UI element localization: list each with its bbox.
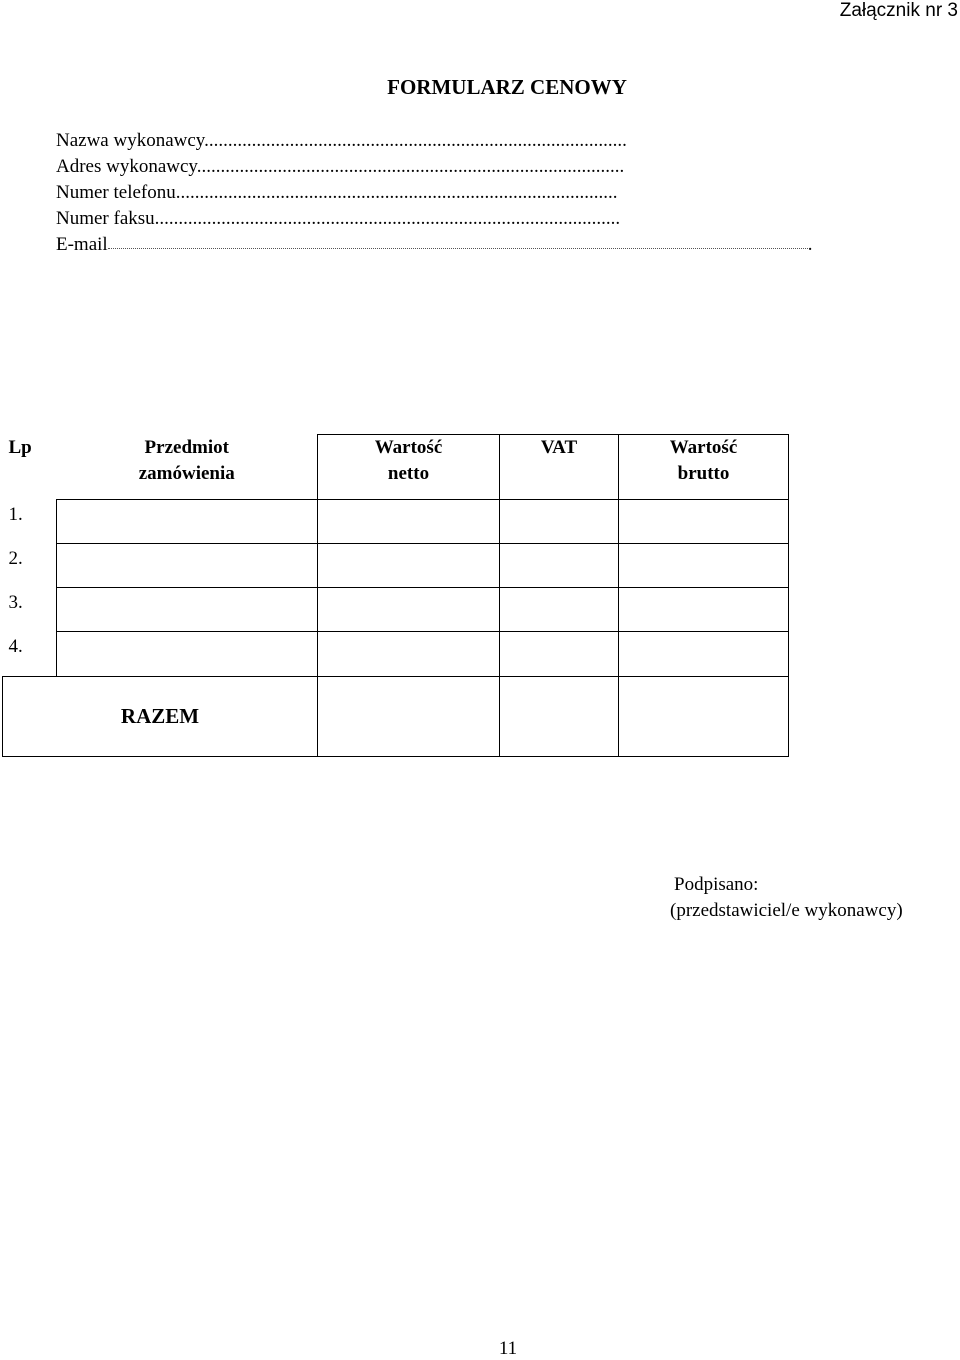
table-row xyxy=(3,588,789,632)
header-vat: VAT xyxy=(500,435,619,500)
row-net-cell[interactable] xyxy=(318,632,500,677)
contractor-address-field[interactable]: Adres wykonawcy.......................................................................................... xyxy=(56,156,625,177)
row-vat-cell[interactable] xyxy=(500,500,619,544)
fax-number-field[interactable]: Numer faksu.................................................................................................. xyxy=(56,208,621,229)
row-item-cell[interactable] xyxy=(57,500,318,544)
row-item-cell[interactable] xyxy=(57,544,318,588)
total-gross-cell[interactable] xyxy=(619,676,789,756)
row-gross-cell[interactable] xyxy=(619,544,789,588)
table-total-row xyxy=(3,676,789,756)
email-line-end: . xyxy=(807,234,813,255)
row-item-cell[interactable] xyxy=(57,588,318,632)
row-net-cell[interactable] xyxy=(318,588,500,632)
signature-role: (przedstawiciel/e wykonawcy) xyxy=(670,900,903,921)
row-number: 2. xyxy=(8,547,23,569)
row-number: 4. xyxy=(8,635,23,657)
header-gross-line2: brutto xyxy=(677,463,730,484)
header-net-line1: Wartość xyxy=(374,437,443,458)
row-gross-cell[interactable] xyxy=(619,632,789,677)
form-title: FORMULARZ CENOWY xyxy=(387,75,627,99)
row-gross-cell[interactable] xyxy=(619,500,789,544)
row-vat-cell[interactable] xyxy=(500,632,619,677)
row-net-cell[interactable] xyxy=(318,544,500,588)
email-label: E-mail xyxy=(56,234,108,255)
table-row xyxy=(3,500,789,544)
header-item-line1: Przedmiot xyxy=(144,436,229,458)
table-header-row xyxy=(3,435,789,500)
row-vat-cell[interactable] xyxy=(500,588,619,632)
total-label: RAZEM xyxy=(3,676,318,756)
header-item-line2: zamówienia xyxy=(138,462,235,484)
row-number: 3. xyxy=(8,591,23,613)
signature-label: Podpisano: xyxy=(674,874,759,895)
header-net-line2: netto xyxy=(387,463,430,484)
header-net-value xyxy=(318,435,500,500)
page-number: 11 xyxy=(498,1338,518,1359)
header-gross-line1: Wartość xyxy=(669,437,738,458)
email-field[interactable] xyxy=(56,232,812,258)
attachment-label: Załącznik nr 3 xyxy=(839,0,958,21)
header-item xyxy=(57,435,318,500)
row-gross-cell[interactable] xyxy=(619,588,789,632)
row-item-cell[interactable] xyxy=(57,632,318,677)
row-number: 1. xyxy=(8,503,23,525)
header-gross-value xyxy=(619,435,789,500)
contractor-name-field[interactable]: Nazwa wykonawcy......................................................................................... xyxy=(56,130,627,151)
price-table xyxy=(2,434,789,757)
email-dotted-line xyxy=(108,231,808,249)
row-net-cell[interactable] xyxy=(318,500,500,544)
table-row xyxy=(3,544,789,588)
header-lp: Lp xyxy=(8,436,32,458)
total-net-cell[interactable] xyxy=(318,676,500,756)
total-vat-cell[interactable] xyxy=(500,676,619,756)
contractor-fields xyxy=(56,128,812,258)
signature-block xyxy=(670,872,903,924)
table-row xyxy=(3,632,789,677)
row-vat-cell[interactable] xyxy=(500,544,619,588)
phone-number-field[interactable]: Numer telefonu............................................................................................. xyxy=(56,182,618,203)
